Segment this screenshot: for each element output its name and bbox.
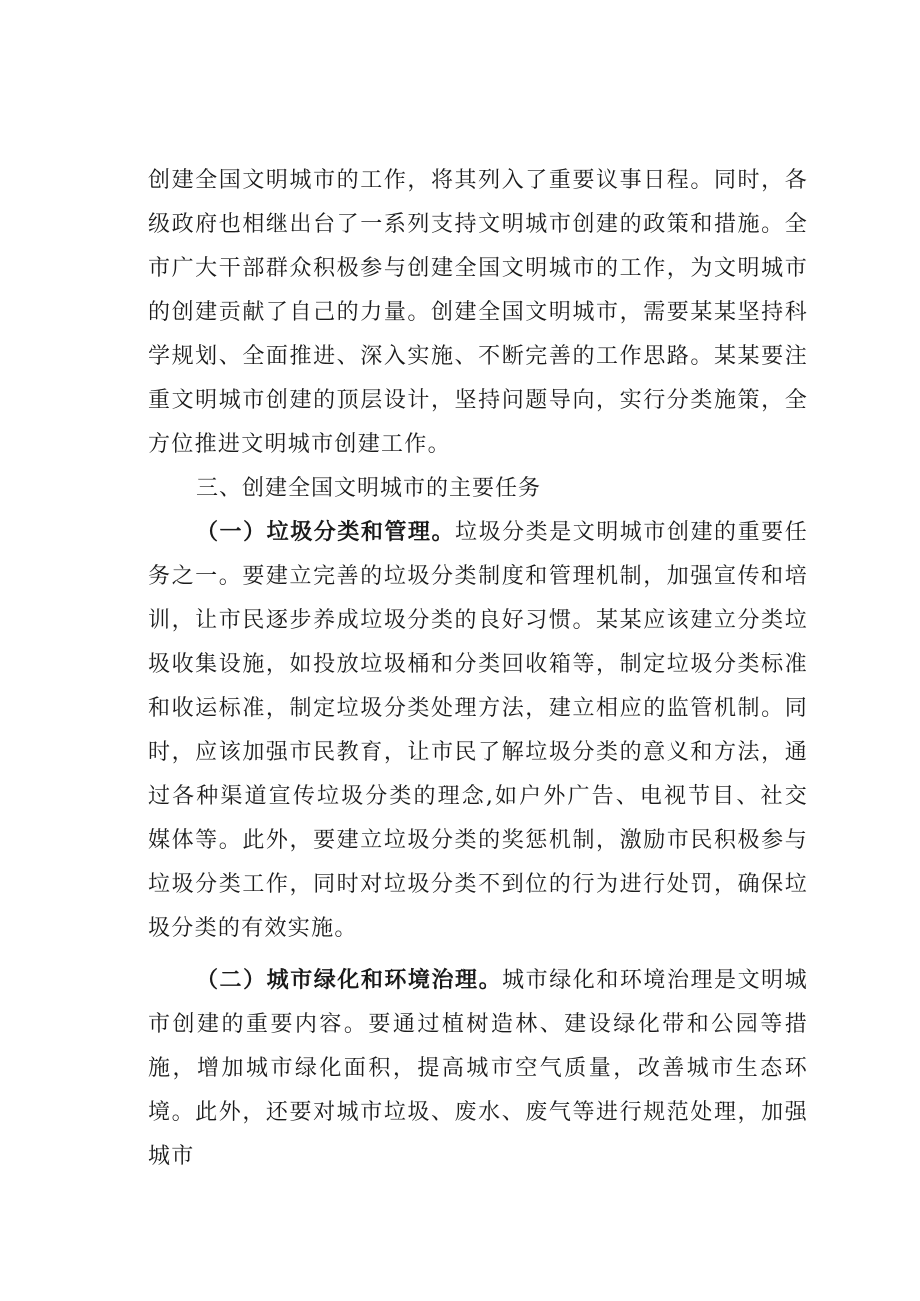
task-paragraph-1 — [148, 511, 808, 951]
task-2-body: 城市绿化和环境治理是文明城市创建的重要内容。要通过植树造林、建设绿化带和公园等措施，增加城市绿化面积，提高城市空气质量，改善城市生态环境。此外，还要对城市垃圾、废水、废气等进行规范处理，加强城市 — [148, 968, 808, 1169]
task-paragraph-2 — [148, 959, 808, 1179]
task-1-title: （一）垃圾分类和管理。 — [196, 520, 456, 545]
section-heading: 三、创建全国文明城市的主要任务 — [196, 476, 542, 501]
task-2-title: （二）城市绿化和环境治理。 — [196, 968, 503, 993]
document-body — [148, 159, 808, 1179]
intro-paragraph: 创建全国文明城市的工作，将其列入了重要议事日程。同时，各级政府也相继出台了一系列支持文明城市创建的政策和措施。全市广大干部群众积极参与创建全国文明城市的工作，为文明城市的创建贡献了自己的力量。创建全国文明城市，需要某某坚持科学规划、全面推进、深入实施、不断完善的工作思路。某某要注重文明城市创建的顶层设计，坚持问题导向，实行分类施策，全方位推进文明城市创建工作。 — [148, 168, 808, 457]
task-1-body: 垃圾分类是文明城市创建的重要任务之一。要建立完善的垃圾分类制度和管理机制，加强宣传和培训，让市民逐步养成垃圾分类的良好习惯。某某应该建立分类垃圾收集设施，如投放垃圾桶和分类回收箱等，制定垃圾分类标准和收运标准，制定垃圾分类处理方法，建立相应的监管机制。同时，应该加强市民教育，让市民了解垃圾分类的意义和方法，通过各种渠道宣传垃圾分类的理念,如户外广告、电视节目、社交媒体等。此外，要建立垃圾分类的奖惩机制，激励市民积极参与垃圾分类工作，同时对垃圾分类不到位的行为进行处罚，确保垃圾分类的有效实施。 — [148, 520, 808, 941]
